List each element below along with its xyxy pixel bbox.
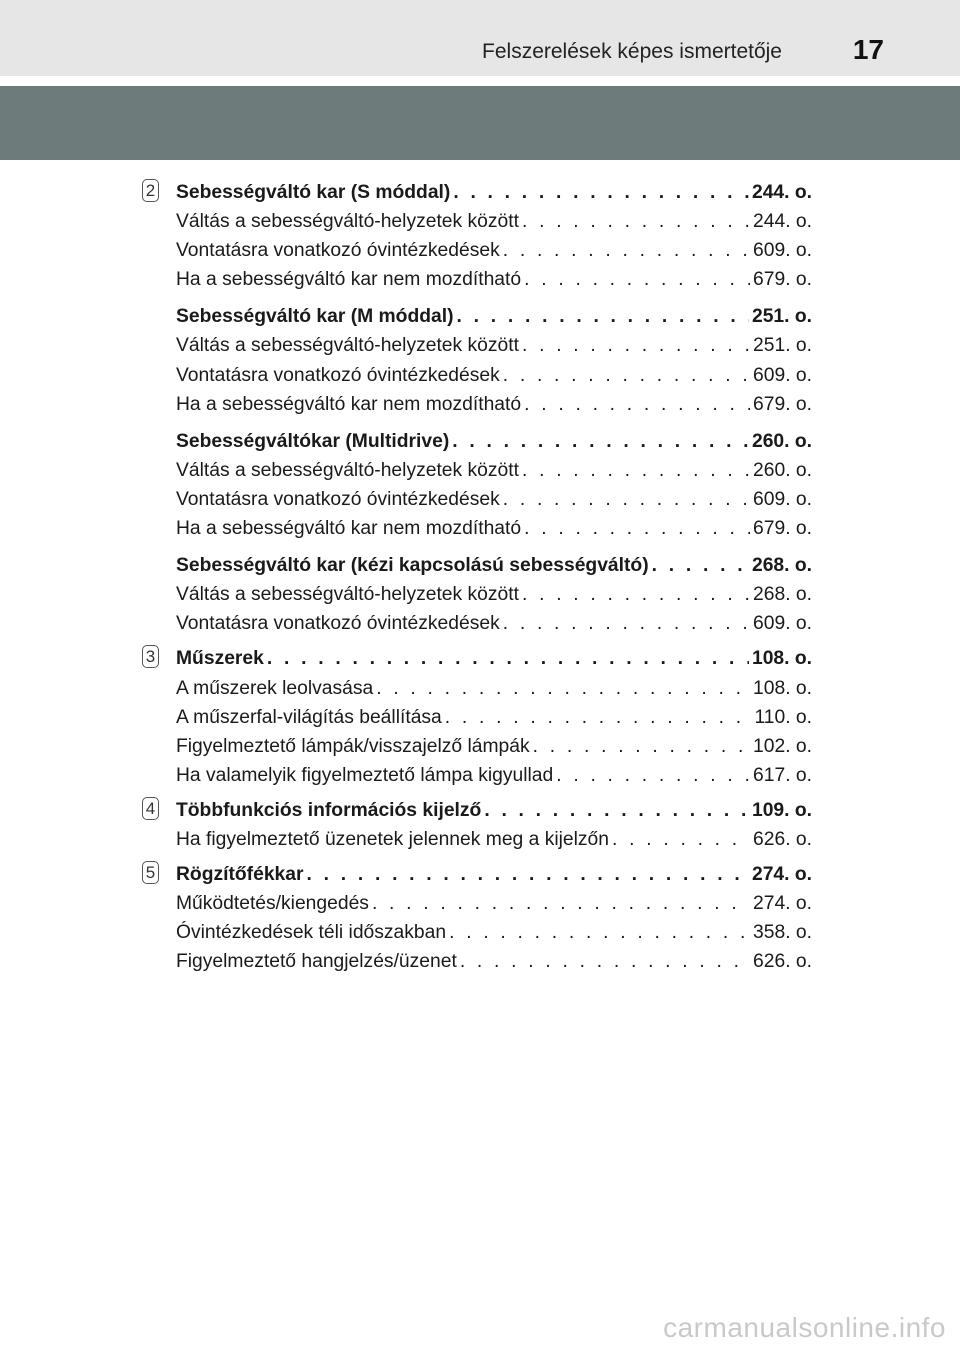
toc-sub-entry[interactable] [176,918,812,947]
dot-leader [452,427,749,456]
entry-title: Rögzítőfékkar [176,864,304,886]
entry-page-ref: 609. o. [753,488,812,510]
toc-sub-entry[interactable] [176,674,812,703]
dot-leader [522,331,750,360]
entry-title: A műszerfal-világítás beállítása [176,706,442,728]
dot-leader [449,918,750,947]
dot-leader [460,947,750,976]
dot-leader [503,236,750,265]
toc-sub-entry[interactable] [176,456,812,485]
toc-sub-entry[interactable] [176,485,812,514]
entry-title: Figyelmeztető hangjelzés/üzenet [176,951,457,973]
entry-title: Vontatásra vonatkozó óvintézkedések [176,364,500,386]
entry-page-ref: 609. o. [753,364,812,386]
entry-title: Ha a sebességváltó kar nem mozdítható [176,269,522,291]
toc-section [145,178,812,638]
dot-leader [652,551,749,580]
toc-sub-entry[interactable] [176,331,812,360]
table-of-contents [145,178,812,976]
entry-page-ref: 679. o. [753,518,812,540]
dot-leader [556,761,750,790]
entry-page-ref: 110. o. [754,706,812,728]
toc-main-entry[interactable] [176,644,812,673]
entry-page-ref: 244. o. [753,211,812,233]
toc-sub-entry[interactable] [176,609,812,638]
dot-leader [307,860,749,889]
dot-leader [524,514,750,543]
entry-page-ref: 108. o. [753,677,812,699]
dot-leader [445,703,752,732]
dot-leader [522,456,750,485]
section-number-badge: 4 [142,797,159,820]
entry-page-ref: 617. o. [753,764,812,786]
dot-leader [376,674,750,703]
section-number-badge: 2 [142,179,159,202]
page-number: 17 [852,34,884,65]
entry-title: Figyelmeztető lámpák/visszajelző lámpák [176,735,530,757]
entry-title: A műszerek leolvasása [176,677,374,699]
dot-leader [267,644,749,673]
toc-section [145,644,812,789]
dot-leader [503,361,750,390]
toc-section [145,860,812,976]
entry-page-ref: 109. o. [751,799,812,821]
toc-main-entry[interactable] [176,302,812,331]
entry-title: Óvintézkedések téli időszakban [176,922,447,944]
entry-page-ref: 679. o. [753,269,812,291]
toc-sub-entry[interactable] [176,889,812,918]
toc-sub-entry[interactable] [176,703,812,732]
entry-page-ref: 679. o. [753,393,812,415]
entry-title: Sebességváltókar (Multidrive) [176,430,450,452]
entry-title: Váltás a sebességváltó-helyzetek között [176,584,519,606]
entry-page-ref: 626. o. [753,951,812,973]
entry-title: Többfunkciós információs kijelző [176,799,482,821]
toc-sub-entry[interactable] [176,947,812,976]
entry-page-ref: 268. o. [753,584,812,606]
section-number-badge: 3 [142,645,159,668]
entry-page-ref: 268. o. [751,555,812,577]
dot-leader [522,207,750,236]
entry-page-ref: 609. o. [753,240,812,262]
entry-page-ref: 609. o. [753,613,812,635]
entry-page-ref: 244. o. [751,182,812,203]
entry-title: Ha figyelmeztető üzenetek jelennek meg a kijelzőn [176,828,609,850]
entry-page-ref: 274. o. [751,864,812,886]
entry-title: Vontatásra vonatkozó óvintézkedések [176,240,500,262]
entry-title: Műszerek [176,648,264,670]
entry-title: Ha a sebességváltó kar nem mozdítható [176,518,522,540]
toc-sub-entry[interactable] [176,825,812,854]
entry-title: Sebességváltó kar (kézi kapcsolású sebességváltó) [176,555,649,577]
toc-main-entry[interactable] [176,796,812,825]
dot-leader [457,302,749,331]
entry-title: Vontatásra vonatkozó óvintézkedések [176,613,500,635]
toc-section [145,796,812,854]
entry-title: Működtetés/kiengedés [176,893,369,915]
toc-sub-entry[interactable] [176,390,812,419]
dot-leader [524,390,750,419]
dot-leader [524,265,750,294]
entry-page-ref: 251. o. [753,335,812,357]
toc-sub-entry[interactable] [176,761,812,790]
entry-title: Ha valamelyik figyelmeztető lámpa kigyullad [176,764,554,786]
entry-page-ref: 274. o. [753,893,812,915]
toc-sub-entry[interactable] [176,207,812,236]
entry-page-ref: 260. o. [751,430,812,452]
entry-title: Váltás a sebességváltó-helyzetek között [176,335,519,357]
watermark: carmanualsonline.info [663,1312,946,1343]
dot-leader [453,178,749,207]
entry-page-ref: 251. o. [751,306,812,328]
dot-leader [503,609,750,638]
toc-sub-entry[interactable] [176,236,812,265]
entry-page-ref: 626. o. [753,828,812,850]
dot-leader [372,889,750,918]
entry-page-ref: 108. o. [751,648,812,670]
entry-page-ref: 358. o. [753,922,812,944]
section-number-badge: 5 [142,861,159,884]
toc-sub-entry[interactable] [176,265,812,294]
entry-title: Ha a sebességváltó kar nem mozdítható [176,393,522,415]
toc-main-entry[interactable] [176,178,812,207]
entry-title: Sebességváltó kar (M móddal) [176,306,454,328]
section-title: Felszerelések képes ismertetője [482,40,782,63]
page-header [0,0,960,76]
entry-page-ref: 260. o. [753,459,812,481]
toc-sub-entry[interactable] [176,514,812,543]
toc-main-entry[interactable] [176,551,812,580]
entry-title: Sebességváltó kar (S móddal) [176,182,451,203]
dot-leader [612,825,750,854]
entry-title: Váltás a sebességváltó-helyzetek között [176,211,519,233]
dot-leader [533,732,750,761]
dot-leader [503,485,750,514]
toc-sub-entry[interactable] [176,580,812,609]
dot-leader [522,580,750,609]
toc-main-entry[interactable] [176,427,812,456]
toc-main-entry[interactable] [176,860,812,889]
toc-sub-entry[interactable] [176,732,812,761]
toc-sub-entry[interactable] [176,361,812,390]
header-bar [0,86,960,160]
entry-title: Váltás a sebességváltó-helyzetek között [176,459,519,481]
dot-leader [484,796,749,825]
entry-title: Vontatásra vonatkozó óvintézkedések [176,488,500,510]
entry-page-ref: 102. o. [753,735,812,757]
